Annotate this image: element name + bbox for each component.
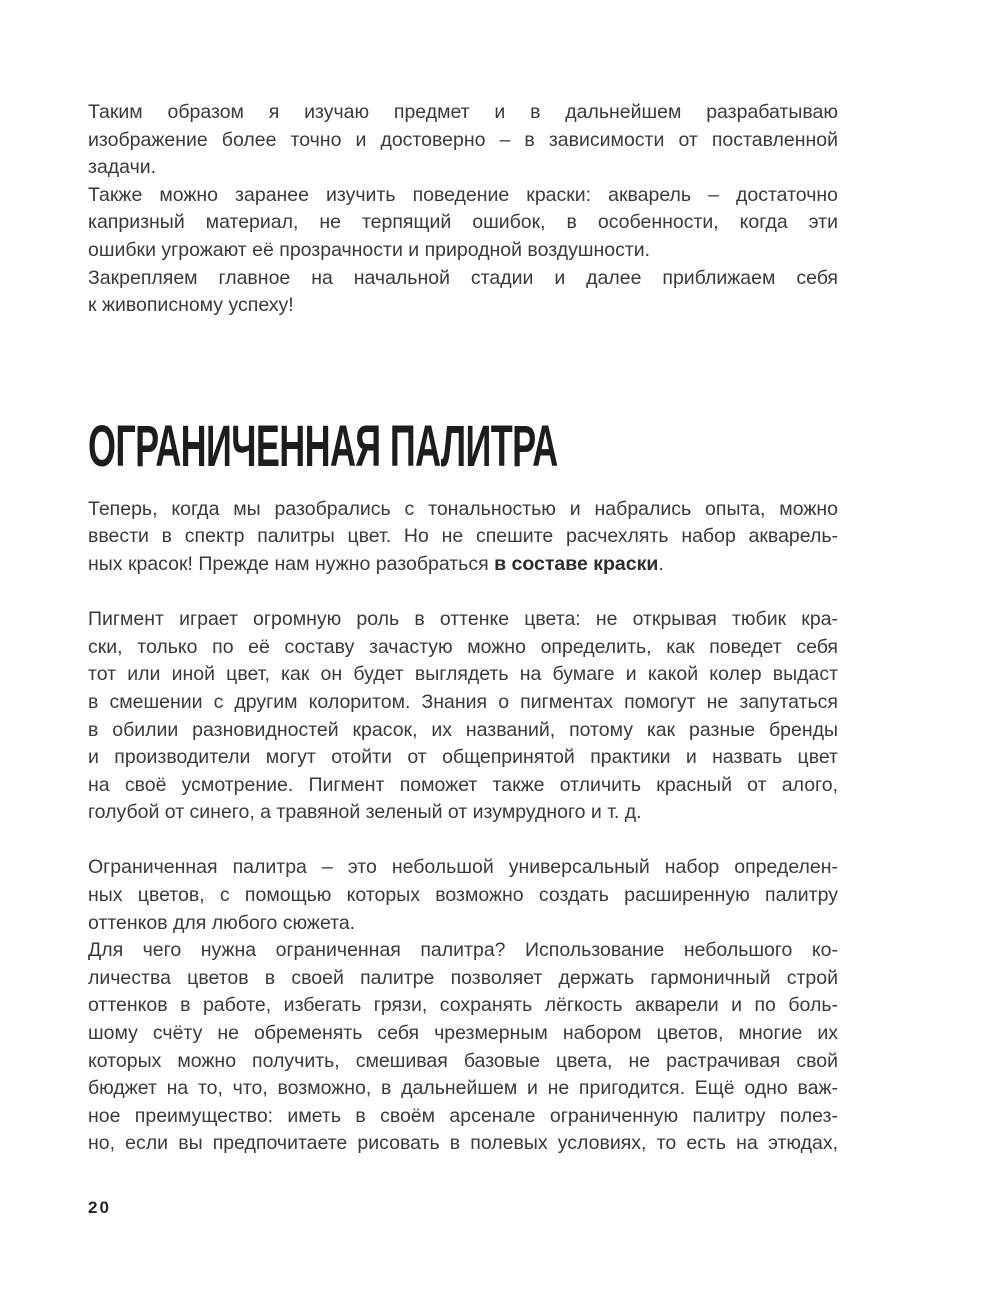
text-line: в обилии разновидностей красок, их названий, потому как разные бренды <box>88 718 838 741</box>
text-line: изображение более точно и достоверно – в зависимости от поставленной <box>88 128 838 151</box>
text-line: ных цветов, с помощью которых возможно создать расширенную палитру <box>88 884 838 907</box>
text-line: голубой от синего, а травяной зеленый от изумрудного и т. д. <box>88 801 642 824</box>
paragraph-lines <box>88 496 838 551</box>
page-number: 20 <box>88 1198 111 1217</box>
text-line: капризный материал, не терпящий ошибок, в особенности, когда эти <box>88 211 838 234</box>
paragraph-lines <box>88 937 838 1158</box>
text-line: в смешении с другим колоритом. Знания о пигментах помогут не запутаться <box>88 690 838 713</box>
text-line: но, если вы предпочитаете рисовать в полевых условиях, то есть на этюдах, <box>88 1132 838 1155</box>
paragraph <box>88 937 838 1158</box>
paragraph <box>88 265 838 320</box>
paragraph <box>88 496 838 579</box>
text-column <box>88 99 838 1158</box>
text-line: ошибки угрожают её прозрачности и природной воздушности. <box>88 238 651 261</box>
text-line <box>88 551 838 579</box>
section-block <box>88 496 838 1158</box>
text-line: и производители могут отойти от общепринятой практики и назвать цвет <box>88 746 838 769</box>
intro-block <box>88 99 838 320</box>
paragraph <box>88 606 838 827</box>
paragraph-lines <box>88 854 838 909</box>
section-heading <box>88 413 838 479</box>
text-line: Ограниченная палитра – это небольшой универсальный набор определен- <box>88 856 838 879</box>
text-line: Закрепляем главное на начальной стадии и далее приближаем себя <box>88 266 838 289</box>
text-line: ввести в спектр палитры цвет. Но не спешите расчехлять набор акварель- <box>88 525 838 548</box>
paragraph-lines <box>88 265 838 293</box>
paragraph <box>88 182 838 265</box>
text-line: ски, только по её составу зачастую можно определить, как поведет себя <box>88 635 838 658</box>
text-line: шому счёту не обременять себя чрезмерным набором цветов, многие их <box>88 1022 838 1045</box>
text-line: на своё усмотрение. Пигмент поможет также отличить красный от алого, <box>88 773 838 796</box>
text-line: задачи. <box>88 156 157 179</box>
section-heading-text: ОГРАНИЧЕННАЯ ПАЛИТРА <box>88 413 558 479</box>
text-line: к живописному успеху! <box>88 294 294 317</box>
paragraph <box>88 99 838 182</box>
text-line: Для чего нужна ограниченная палитра? Использование небольшого ко- <box>88 939 838 962</box>
text-line: оттенков для любого сюжета. <box>88 911 356 934</box>
text-line: ное преимущество: иметь в своём арсенале ограниченную палитру полез- <box>88 1104 838 1127</box>
text-line: оттенков в работе, избегать грязи, сохранять лёгкость акварели и по боль- <box>88 994 838 1017</box>
paragraph-lines <box>88 182 838 237</box>
text-run: ных красок! Прежде нам нужно разобраться <box>88 552 495 575</box>
text-line: бюджет на то, что, возможно, в дальнейшем и не пригодится. Ещё одно важ- <box>88 1077 838 1100</box>
text-line: Также можно заранее изучить поведение краски: акварель – достаточно <box>88 183 838 206</box>
text-line: Таким образом я изучаю предмет и в дальнейшем разрабатываю <box>88 101 838 123</box>
text-line: которых можно получить, смешивая базовые цвета, не растрачивая свой <box>88 1049 838 1072</box>
text-run: . <box>658 552 664 575</box>
paragraph-lines <box>88 606 838 799</box>
text-line: Пигмент играет огромную роль в оттенке цвета: не открывая тюбик кра- <box>88 608 838 631</box>
paragraph-lines <box>88 99 838 154</box>
paragraph <box>88 854 838 937</box>
bold-text-run: в составе краски <box>494 552 659 575</box>
text-line: тот или иной цвет, как он будет выглядеть на бумаге и какой колер выдаст <box>88 663 838 686</box>
text-line: Теперь, когда мы разобрались с тональностью и набрались опыта, можно <box>88 497 838 520</box>
text-line: личества цветов в своей палитре позволяет держать гармоничный строй <box>88 966 838 989</box>
